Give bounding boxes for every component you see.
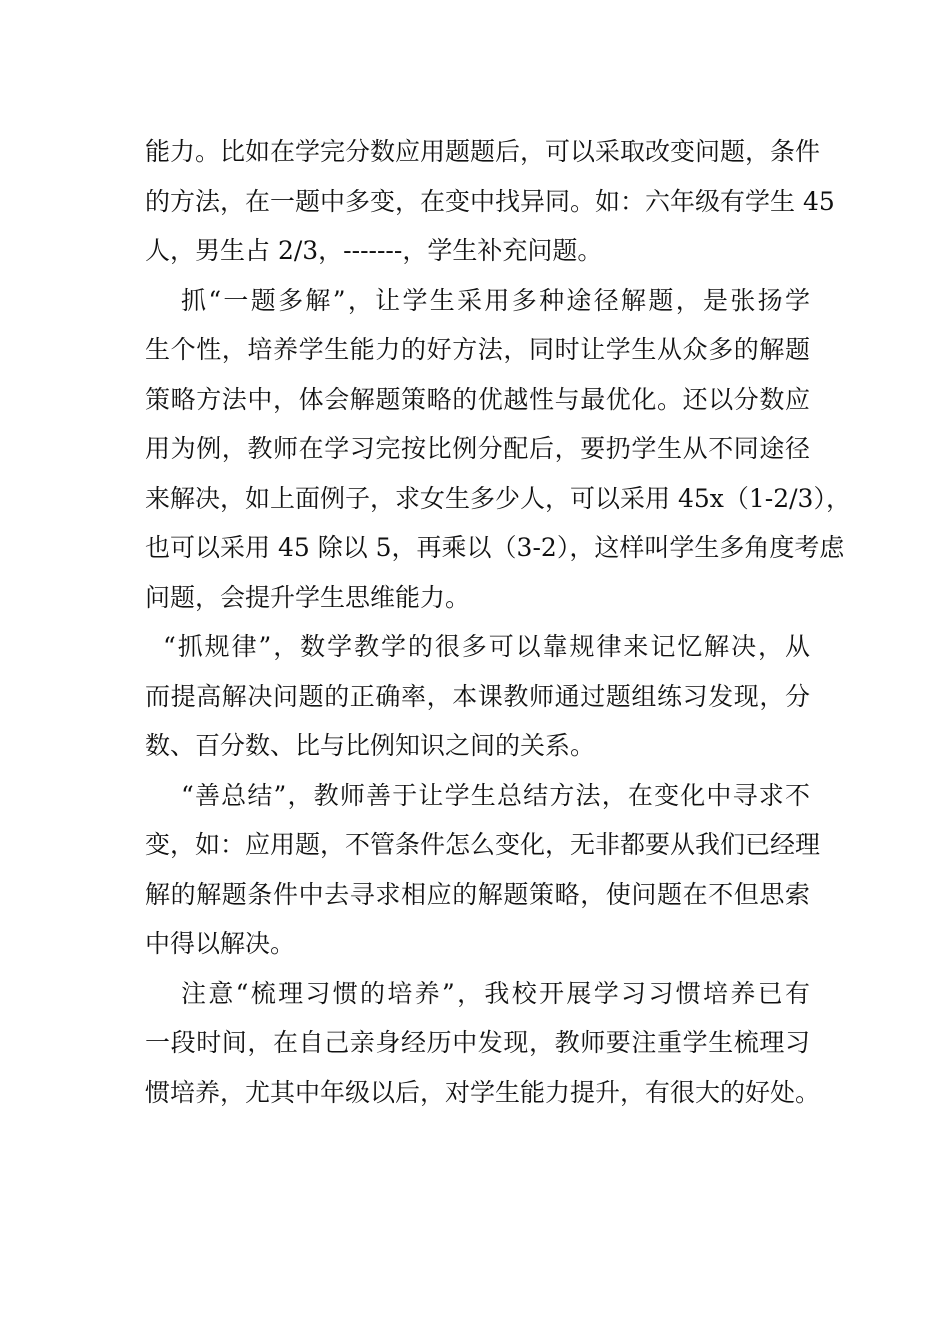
paragraph-5 — [145, 969, 821, 1118]
text-line: 生个性，培养学生能力的好方法，同时让学生从众多的解题 — [145, 335, 810, 364]
text-line: 能力。比如在学完分数应用题题后，可以采取改变问题，条件 — [145, 137, 821, 166]
paragraph-1 — [145, 127, 835, 276]
text-line: 惯培养，尤其中年级以后，对学生能力提升，有很大的好处。 — [145, 1077, 821, 1107]
paragraph-4 — [145, 771, 821, 969]
text-line: 解的解题条件中去寻求相应的解题策略，使问题在不但思索 — [145, 879, 810, 909]
text-line: 一段时间，在自己亲身经历中发现，教师要注重学生梳理习 — [145, 1028, 810, 1057]
text-line: 来解决，如上面例子，求女生多少人，可以采用 45x（1-2/3）， — [145, 483, 851, 513]
text-line: 中得以解决。 — [145, 929, 296, 958]
text-line: 注意“梳理习惯的培养”，我校开展学习习惯培养已有 — [181, 978, 810, 1008]
text-line: 数、百分数、比与比例知识之间的关系。 — [145, 731, 596, 760]
text-line: 问题，会提升学生思维能力。 — [145, 582, 471, 612]
text-line: “善总结”，教师善于让学生总结方法，在变化中寻求不 — [181, 780, 810, 810]
text-line: 策略方法中，体会解题策略的优越性与最优化。还以分数应 — [145, 384, 810, 414]
paragraph-2 — [145, 276, 851, 623]
text-line: 人，男生占 2/3，-------，学生补充问题。 — [145, 236, 603, 265]
paragraph-3 — [145, 622, 810, 771]
text-line: 抓“一题多解”，让学生采用多种途径解题，是张扬学 — [181, 285, 810, 315]
text-line: “抓规律”，数学教学的很多可以靠规律来记忆解决，从 — [163, 632, 810, 661]
text-line: 也可以采用 45 除以 5，再乘以（3-2），这样叫学生多角度考虑 — [145, 533, 845, 562]
document-body — [145, 127, 851, 1117]
text-line: 用为例，教师在学习完按比例分配后，要扔学生从不同途径 — [145, 434, 810, 463]
text-line: 的方法，在一题中多变，在变中找异同。如：六年级有学生 45 — [145, 186, 835, 216]
text-line: 变，如：应用题，不管条件怎么变化，无非都要从我们已经理 — [145, 830, 821, 859]
text-line: 而提高解决问题的正确率，本课教师通过题组练习发现，分 — [145, 681, 810, 711]
